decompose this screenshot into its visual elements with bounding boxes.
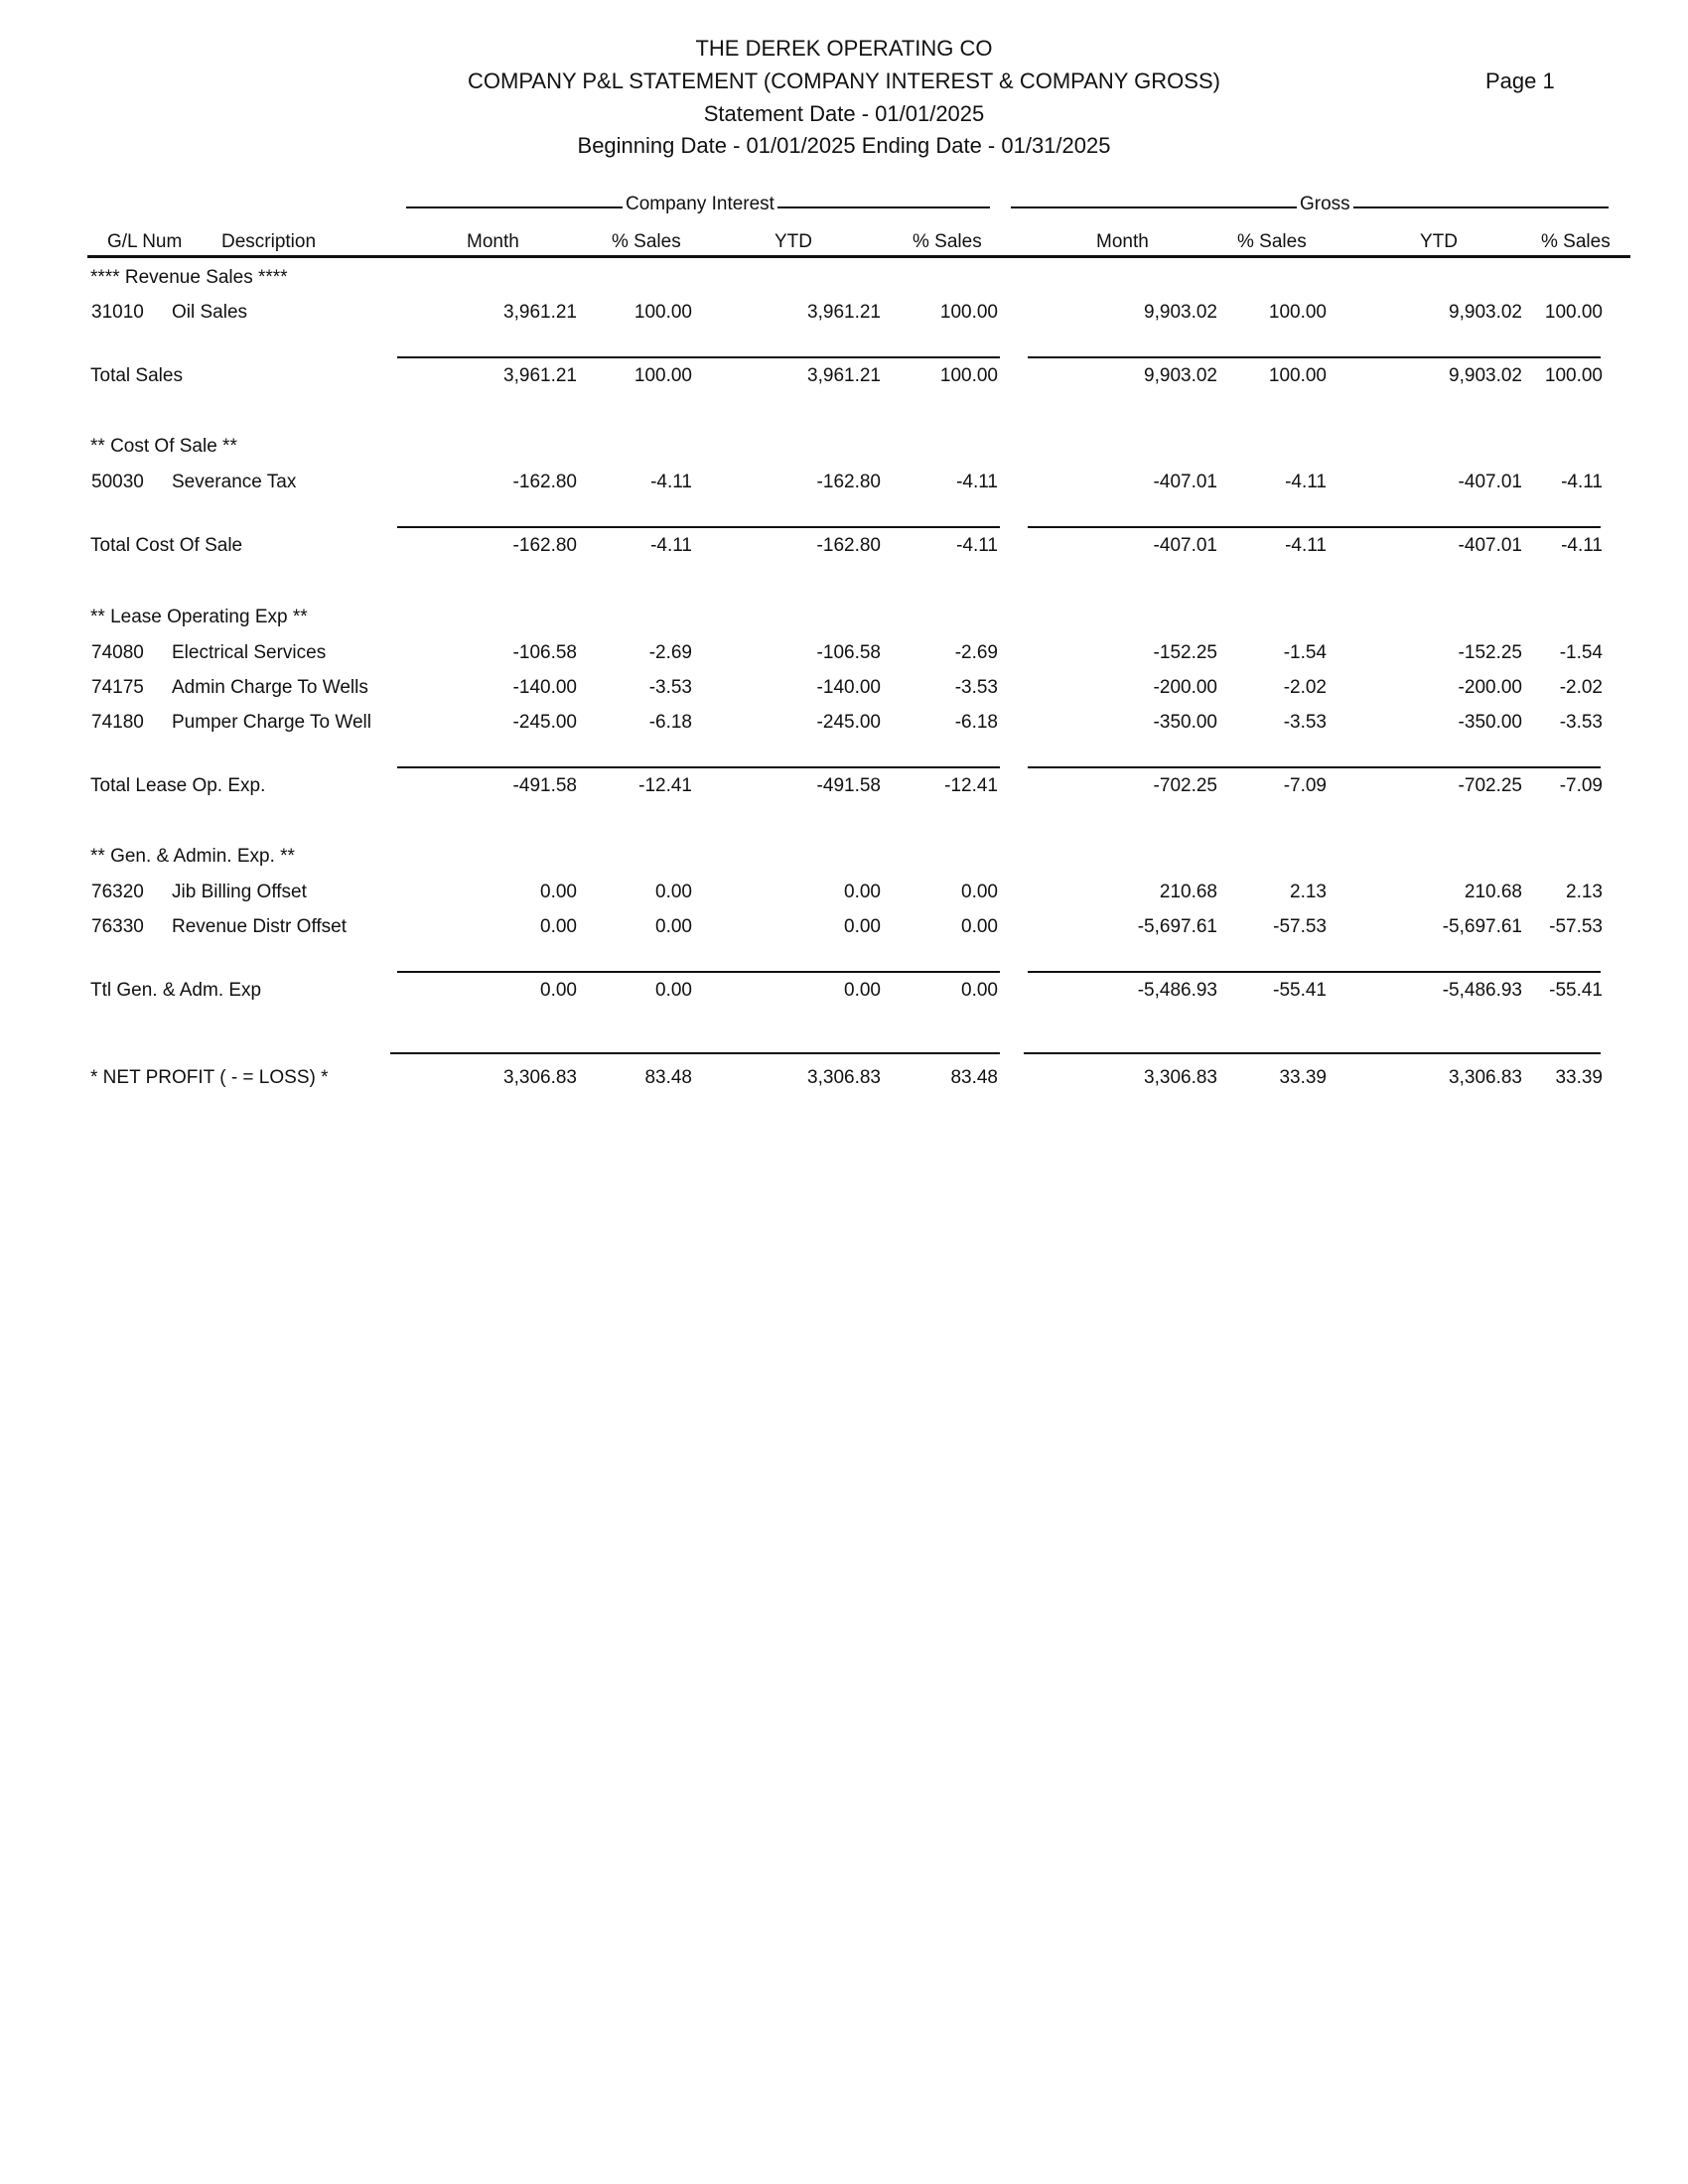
page-number: Page 1 <box>1485 68 1555 93</box>
gross-month-pct-sales: -4.11 <box>1285 472 1327 492</box>
section-heading-revenue-sales: **** Revenue Sales **** <box>90 267 288 288</box>
gl-number: 76330 <box>91 916 144 937</box>
ci-month-value: 0.00 <box>540 980 577 1001</box>
gl-number: 31010 <box>91 302 144 323</box>
gross-month-value: 9,903.02 <box>1144 365 1217 386</box>
ci-month-value: 3,961.21 <box>503 365 577 386</box>
gross-month-pct-sales: 100.00 <box>1268 365 1327 386</box>
subtotal-rule-gross <box>1028 526 1601 528</box>
ci-ytd-value: 0.00 <box>844 980 881 1001</box>
subtotal-rule-gross <box>1028 766 1601 768</box>
ci-ytd-value: 3,961.21 <box>807 365 881 386</box>
subtotal-rule-company-interest <box>397 356 1000 358</box>
gross-ytd-value: -407.01 <box>1458 472 1522 492</box>
ci-month-value: -162.80 <box>512 535 577 556</box>
gross-ytd-pct-sales: 100.00 <box>1544 302 1603 323</box>
gross-month-pct-sales: 33.39 <box>1279 1067 1327 1088</box>
gross-ytd-pct-sales: 33.39 <box>1555 1067 1603 1088</box>
ci-month-value: -491.58 <box>512 775 577 796</box>
company-interest-group-label: Company Interest <box>623 194 777 215</box>
ci-ytd-value: -491.58 <box>816 775 881 796</box>
ci-month-value: 0.00 <box>540 916 577 937</box>
gross-ytd-pct-sales: -3.53 <box>1559 712 1603 733</box>
account-description: Admin Charge To Wells <box>172 677 368 698</box>
gross-month-pct-sales: 100.00 <box>1268 302 1327 323</box>
gross-month-value: -407.01 <box>1153 472 1217 492</box>
ci-ytd-pct-sales: 0.00 <box>961 980 998 1001</box>
ci-month-pct-sales: -12.41 <box>638 775 692 796</box>
gross-ytd-pct-sales: -57.53 <box>1549 916 1603 937</box>
total-label: Total Lease Op. Exp. <box>90 775 266 796</box>
gross-ytd-pct-sales: -4.11 <box>1561 472 1603 492</box>
gross-month-pct-sales: -7.09 <box>1283 775 1327 796</box>
company-name: THE DEREK OPERATING CO <box>695 36 993 61</box>
ci-month-pct-sales: 100.00 <box>633 365 692 386</box>
gross-ytd-value: -5,486.93 <box>1442 980 1522 1001</box>
gross-month-value: 210.68 <box>1159 882 1217 902</box>
gross-ytd-pct-sales: -7.09 <box>1559 775 1603 796</box>
column-header-ci-month: Month <box>467 231 519 252</box>
subtotal-rule-company-interest <box>397 971 1000 973</box>
total-label: Ttl Gen. & Adm. Exp <box>90 980 262 1001</box>
date-range: Beginning Date - 01/01/2025 Ending Date - 01/31/2025 <box>577 133 1111 158</box>
subtotal-rule-gross <box>1028 971 1601 973</box>
ci-ytd-value: -245.00 <box>816 712 881 733</box>
gross-ytd-value: 9,903.02 <box>1449 302 1522 323</box>
ci-month-pct-sales: -2.69 <box>648 642 692 663</box>
account-description: Severance Tax <box>172 472 297 492</box>
header-underline <box>87 255 1630 258</box>
gross-ytd-value: 210.68 <box>1464 882 1522 902</box>
ci-month-value: 3,961.21 <box>503 302 577 323</box>
ci-ytd-pct-sales: 0.00 <box>961 916 998 937</box>
ci-month-pct-sales: -3.53 <box>648 677 692 698</box>
gl-number: 74175 <box>91 677 144 698</box>
gl-number: 74080 <box>91 642 144 663</box>
column-header-gross-pct-sales: % Sales <box>1237 231 1307 252</box>
subtotal-rule-gross <box>1028 356 1601 358</box>
gross-month-value: -152.25 <box>1153 642 1217 663</box>
gross-ytd-value: -350.00 <box>1458 712 1522 733</box>
ci-month-value: 3,306.83 <box>503 1067 577 1088</box>
ci-ytd-pct-sales: -3.53 <box>954 677 998 698</box>
ci-ytd-value: 0.00 <box>844 882 881 902</box>
gross-ytd-pct-sales: 2.13 <box>1566 882 1603 902</box>
ci-ytd-value: 3,961.21 <box>807 302 881 323</box>
net-profit-label: * NET PROFIT ( - = LOSS) * <box>90 1067 329 1088</box>
gross-ytd-value: -152.25 <box>1458 642 1522 663</box>
gross-month-value: -702.25 <box>1153 775 1217 796</box>
ci-month-value: -245.00 <box>512 712 577 733</box>
ci-ytd-pct-sales: 0.00 <box>961 882 998 902</box>
gross-month-value: 9,903.02 <box>1144 302 1217 323</box>
gross-ytd-value: -702.25 <box>1458 775 1522 796</box>
gross-month-value: -350.00 <box>1153 712 1217 733</box>
column-header-gross-ytd-pct-sales: % Sales <box>1541 231 1611 252</box>
gross-month-pct-sales: -57.53 <box>1273 916 1327 937</box>
gross-ytd-value: -5,697.61 <box>1442 916 1522 937</box>
section-heading-lease-operating-exp: ** Lease Operating Exp ** <box>90 607 308 627</box>
ci-ytd-pct-sales: 83.48 <box>950 1067 998 1088</box>
ci-ytd-pct-sales: -12.41 <box>944 775 998 796</box>
section-heading-gen-admin-exp: ** Gen. & Admin. Exp. ** <box>90 846 295 867</box>
ci-month-pct-sales: 0.00 <box>655 916 692 937</box>
gl-number: 76320 <box>91 882 144 902</box>
gross-month-value: 3,306.83 <box>1144 1067 1217 1088</box>
ci-ytd-pct-sales: 100.00 <box>939 365 998 386</box>
gross-month-pct-sales: -4.11 <box>1285 535 1327 556</box>
ci-month-value: -162.80 <box>512 472 577 492</box>
gross-month-pct-sales: -3.53 <box>1283 712 1327 733</box>
total-label: Total Cost Of Sale <box>90 535 243 556</box>
column-header-ci-ytd-pct-sales: % Sales <box>913 231 982 252</box>
gross-month-pct-sales: 2.13 <box>1290 882 1327 902</box>
column-header-description: Description <box>221 231 317 252</box>
column-header-gross-month: Month <box>1096 231 1149 252</box>
subtotal-rule-company-interest <box>397 766 1000 768</box>
ci-month-pct-sales: 83.48 <box>644 1067 692 1088</box>
gross-month-value: -5,697.61 <box>1137 916 1217 937</box>
ci-ytd-value: 0.00 <box>844 916 881 937</box>
statement-title: COMPANY P&L STATEMENT (COMPANY INTEREST & COMPANY GROSS) <box>468 68 1220 93</box>
gl-number: 50030 <box>91 472 144 492</box>
gross-month-value: -5,486.93 <box>1137 980 1217 1001</box>
total-label: Total Sales <box>90 365 183 386</box>
ci-ytd-pct-sales: -2.69 <box>954 642 998 663</box>
ci-ytd-value: -162.80 <box>816 535 881 556</box>
gl-number: 74180 <box>91 712 144 733</box>
ci-ytd-pct-sales: -6.18 <box>954 712 998 733</box>
gross-month-pct-sales: -2.02 <box>1283 677 1327 698</box>
ci-month-value: 0.00 <box>540 882 577 902</box>
net-profit-rule-gross <box>1024 1052 1601 1054</box>
ci-ytd-pct-sales: -4.11 <box>956 472 998 492</box>
column-header-ci-pct-sales: % Sales <box>612 231 681 252</box>
ci-ytd-pct-sales: -4.11 <box>956 535 998 556</box>
ci-month-pct-sales: 0.00 <box>655 882 692 902</box>
column-header-gross-ytd: YTD <box>1420 231 1458 252</box>
gross-ytd-value: -407.01 <box>1458 535 1522 556</box>
account-description: Jib Billing Offset <box>172 882 307 902</box>
ci-ytd-value: -162.80 <box>816 472 881 492</box>
ci-ytd-pct-sales: 100.00 <box>939 302 998 323</box>
gross-ytd-pct-sales: -1.54 <box>1559 642 1603 663</box>
column-header-ci-ytd: YTD <box>774 231 812 252</box>
ci-ytd-value: -106.58 <box>816 642 881 663</box>
net-profit-rule-company-interest <box>390 1052 1000 1054</box>
account-description: Pumper Charge To Well <box>172 712 372 733</box>
ci-month-value: -140.00 <box>512 677 577 698</box>
ci-month-pct-sales: 100.00 <box>633 302 692 323</box>
account-description: Revenue Distr Offset <box>172 916 348 937</box>
ci-month-pct-sales: -4.11 <box>650 472 692 492</box>
gross-month-pct-sales: -1.54 <box>1283 642 1327 663</box>
gross-group-label: Gross <box>1297 194 1353 215</box>
statement-date: Statement Date - 01/01/2025 <box>703 101 985 126</box>
ci-month-value: -106.58 <box>512 642 577 663</box>
gross-month-value: -200.00 <box>1153 677 1217 698</box>
subtotal-rule-company-interest <box>397 526 1000 528</box>
gross-ytd-pct-sales: -4.11 <box>1561 535 1603 556</box>
ci-ytd-value: 3,306.83 <box>807 1067 881 1088</box>
gross-ytd-pct-sales: 100.00 <box>1544 365 1603 386</box>
gross-ytd-pct-sales: -2.02 <box>1559 677 1603 698</box>
ci-month-pct-sales: 0.00 <box>655 980 692 1001</box>
gross-month-pct-sales: -55.41 <box>1273 980 1327 1001</box>
ci-ytd-value: -140.00 <box>816 677 881 698</box>
ci-month-pct-sales: -4.11 <box>650 535 692 556</box>
account-description: Oil Sales <box>172 302 248 323</box>
gross-month-value: -407.01 <box>1153 535 1217 556</box>
section-heading-cost-of-sale: ** Cost Of Sale ** <box>90 436 237 457</box>
ci-month-pct-sales: -6.18 <box>648 712 692 733</box>
account-description: Electrical Services <box>172 642 327 663</box>
column-header-gl-num: G/L Num <box>107 231 183 252</box>
gross-ytd-value: -200.00 <box>1458 677 1522 698</box>
gross-ytd-value: 9,903.02 <box>1449 365 1522 386</box>
gross-ytd-value: 3,306.83 <box>1449 1067 1522 1088</box>
gross-ytd-pct-sales: -55.41 <box>1549 980 1603 1001</box>
